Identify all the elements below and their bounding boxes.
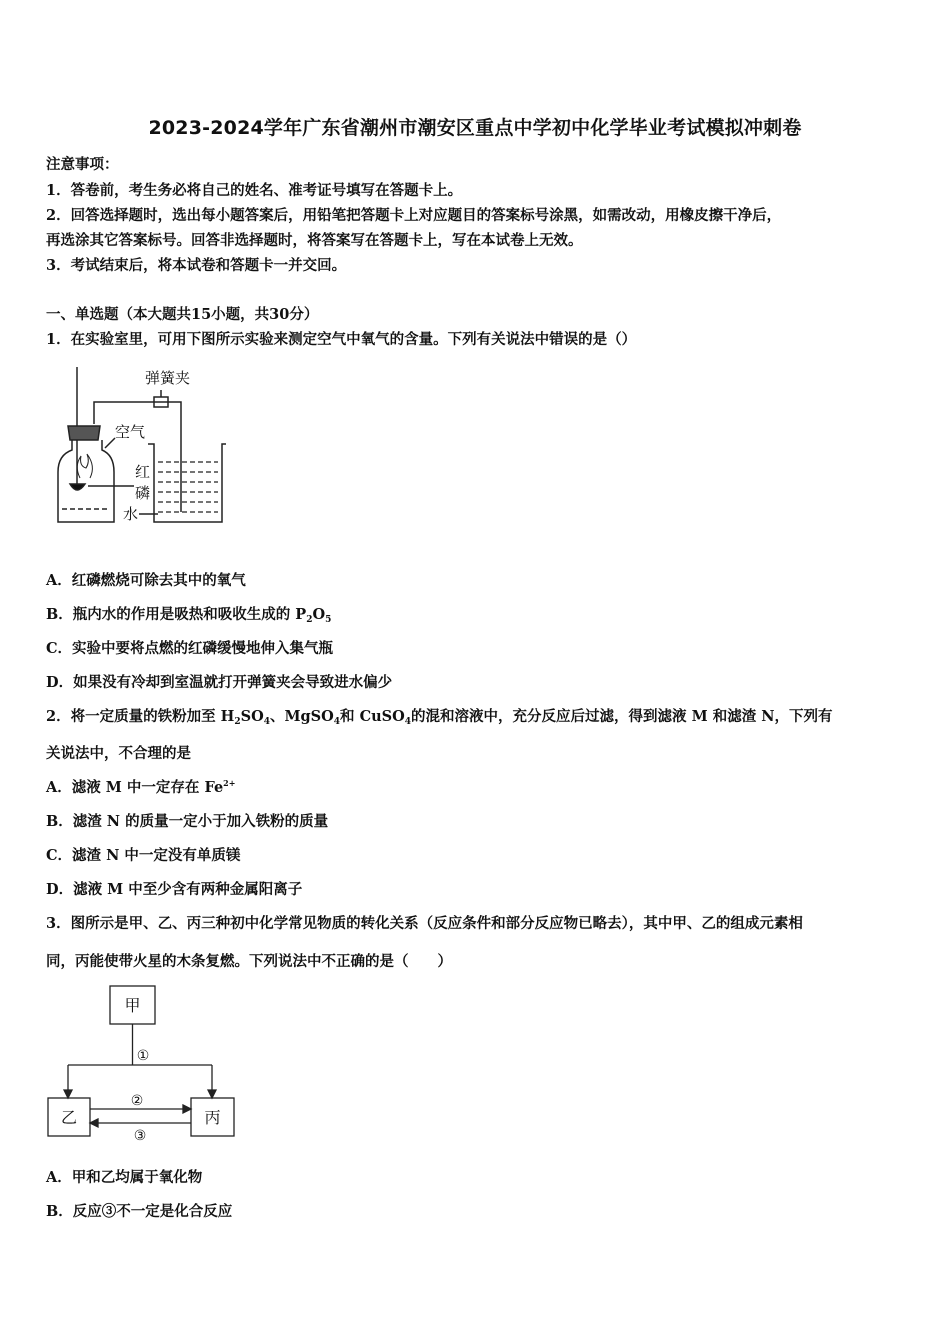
q1-option-a: A．红磷燃烧可除去其中的氧气: [46, 572, 246, 589]
q2-option-a: [46, 776, 235, 797]
q2-sub4: 4: [404, 717, 412, 727]
q1-option-b: [46, 603, 331, 624]
label-yi: 乙: [60, 1108, 78, 1127]
arrowhead-yi: [64, 1090, 72, 1098]
air-leader: [105, 438, 115, 448]
page-title: 2023-2024学年广东省潮州市潮安区重点中学初中化学毕业考试模拟冲刺卷: [148, 117, 802, 139]
q2-stem-line1: [46, 705, 833, 726]
q3-option-a: A．甲和乙均属于氧化物: [46, 1169, 203, 1186]
label-bing: 丙: [204, 1108, 221, 1127]
note-2a: 2．回答选择题时，选出每小题答案后，用铅笔把答题卡上对应题目的答案标号涂黑，如需改动，用橡皮擦干净后，: [46, 207, 782, 224]
q2-sub1: 2: [234, 717, 241, 727]
section-heading: 一、单选题（本大题共15小题，共30分）: [46, 306, 319, 323]
flame-icon: [77, 454, 92, 478]
q2-option-b: B．滤渣 N 的质量一定小于加入铁粉的质量: [46, 813, 329, 830]
q1-b-mid: O: [312, 606, 326, 623]
q1-b-text: B．瓶内水的作用是吸热和吸收生成的 P: [46, 606, 307, 623]
q1-option-d: D．如果没有冷却到室温就打开弹簧夹会导致进水偏少: [46, 674, 393, 691]
red-phosphorus: [70, 484, 85, 490]
q1-option-c: C．实验中要将点燃的红磷缓慢地伸入集气瓶: [46, 640, 334, 657]
q3-conversion-diagram: [44, 982, 244, 1142]
label-r1: ①: [136, 1048, 150, 1064]
q2-sub2: 4: [263, 717, 270, 727]
q3-stem-line2: 同，丙能使带火星的木条复燃。下列说法中不正确的是（ ）: [46, 953, 452, 970]
label-water: 水: [123, 505, 139, 523]
q2-s1b: SO: [240, 708, 264, 725]
note-2b: 再选涂其它答案标号。回答非选择题时，将答案写在答题卡上，写在本试卷上无效。: [46, 232, 583, 249]
q1-b-sub1: 2: [306, 615, 313, 625]
arrowhead-r3: [90, 1119, 98, 1127]
arrowhead-r2: [183, 1105, 191, 1113]
label-air: 空气: [115, 423, 146, 441]
stopper: [68, 426, 100, 440]
label-jia: 甲: [124, 996, 141, 1015]
q3-option-b: B．反应③不一定是化合反应: [46, 1203, 233, 1220]
q2-s1d: 和 CuSO: [340, 708, 405, 725]
notes-heading: 注意事项：: [46, 156, 119, 173]
q2-option-c: C．滤渣 N 中一定没有单质镁: [46, 847, 241, 864]
q2-a-sup: 2+: [223, 778, 236, 788]
q2-s1c: 、MgSO: [269, 708, 334, 725]
q1-apparatus-figure: [50, 362, 240, 530]
q2-a-text: A．滤液 M 中一定存在 Fe: [46, 779, 224, 796]
label-r3: ③: [133, 1128, 147, 1142]
label-clamp: 弹簧夹: [145, 369, 191, 387]
beaker-water: [158, 462, 218, 512]
q2-s1e: 的混和溶液中，充分反应后过滤，得到滤液 M 和滤渣 N，下列有: [411, 708, 833, 725]
q2-s1: 2．将一定质量的铁粉加至 H: [46, 708, 235, 725]
label-red-1: 红: [135, 463, 151, 481]
label-red-2: 磷: [135, 484, 151, 502]
beaker: [148, 444, 226, 522]
q1-b-sub2: 5: [325, 615, 332, 625]
note-1: 1．答卷前，考生务必将自己的姓名、准考证号填写在答题卡上。: [46, 182, 463, 199]
q2-sub3: 4: [333, 717, 341, 727]
arrowhead-bing: [208, 1090, 216, 1098]
q2-stem-line2: 关说法中，不合理的是: [46, 745, 191, 762]
note-3: 3．考试结束后，将本试卷和答题卡一并交回。: [46, 257, 347, 274]
q3-stem-line1: 3．图所示是甲、乙、丙三种初中化学常见物质的转化关系（反应条件和部分反应物已略去），其中甲、乙的组成元素相: [46, 915, 803, 932]
q1-stem: 1．在实验室里，可用下图所示实验来测定空气中氧气的含量。下列有关说法中错误的是（）: [46, 331, 637, 348]
q2-option-d: D．滤液 M 中至少含有两种金属阳离子: [46, 881, 303, 898]
label-r2: ②: [130, 1093, 144, 1109]
